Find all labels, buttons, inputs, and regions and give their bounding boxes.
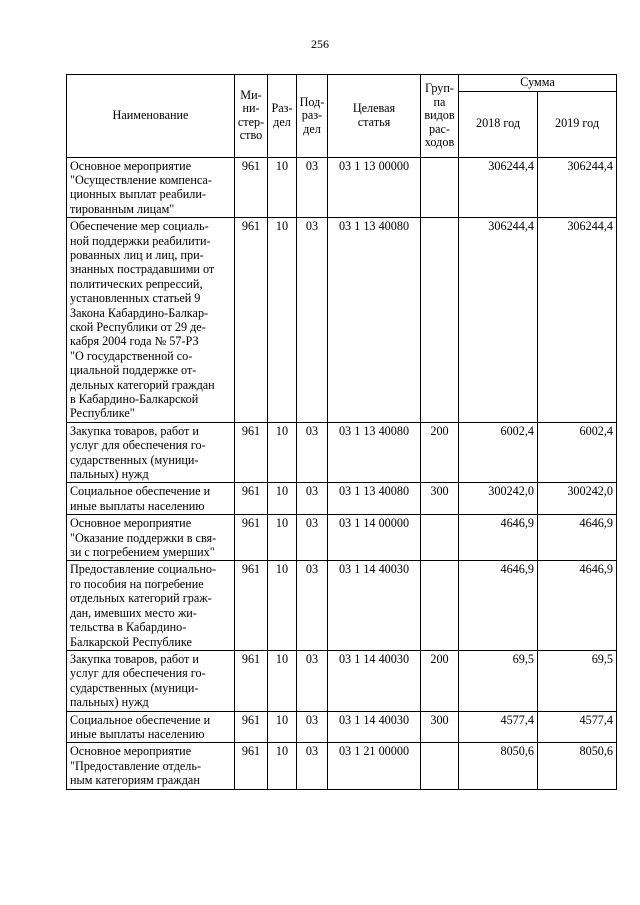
header-name: Наименование bbox=[67, 75, 235, 158]
cell-name: Основное мероприятие "Оказание поддержки в свя- зи с погребением умерших" bbox=[67, 515, 235, 561]
cell-section: 10 bbox=[268, 650, 297, 711]
table-row bbox=[67, 218, 617, 423]
cell-section: 10 bbox=[268, 711, 297, 743]
cell-2019: 8050,6 bbox=[538, 743, 617, 789]
cell-ministry: 961 bbox=[235, 483, 268, 515]
cell-section: 10 bbox=[268, 483, 297, 515]
cell-subsection: 03 bbox=[297, 422, 328, 483]
cell-target: 03 1 13 40080 bbox=[328, 483, 421, 515]
cell-subsection: 03 bbox=[297, 218, 328, 423]
cell-2018: 4646,9 bbox=[459, 515, 538, 561]
table-row bbox=[67, 650, 617, 711]
cell-ministry: 961 bbox=[235, 422, 268, 483]
cell-subsection: 03 bbox=[297, 515, 328, 561]
cell-2019: 306244,4 bbox=[538, 218, 617, 423]
cell-name: Основное мероприятие "Предоставление отдель- ным категориям граждан bbox=[67, 743, 235, 789]
cell-group bbox=[421, 157, 459, 218]
cell-2019: 306244,4 bbox=[538, 157, 617, 218]
cell-target: 03 1 13 40080 bbox=[328, 422, 421, 483]
table-body bbox=[67, 157, 617, 789]
header-section: Раз- дел bbox=[268, 75, 297, 158]
cell-2018: 8050,6 bbox=[459, 743, 538, 789]
cell-name: Закупка товаров, работ и услуг для обеспечения го- сударственных (муници- пальных) нужд bbox=[67, 650, 235, 711]
cell-2019: 4646,9 bbox=[538, 515, 617, 561]
cell-group: 200 bbox=[421, 422, 459, 483]
cell-section: 10 bbox=[268, 422, 297, 483]
cell-2019: 300242,0 bbox=[538, 483, 617, 515]
cell-subsection: 03 bbox=[297, 483, 328, 515]
cell-ministry: 961 bbox=[235, 515, 268, 561]
cell-group: 300 bbox=[421, 483, 459, 515]
header-target: Целевая статья bbox=[328, 75, 421, 158]
header-ministry: Ми- ни- стер- ство bbox=[235, 75, 268, 158]
cell-ministry: 961 bbox=[235, 711, 268, 743]
cell-2018: 300242,0 bbox=[459, 483, 538, 515]
cell-2018: 306244,4 bbox=[459, 157, 538, 218]
cell-section: 10 bbox=[268, 218, 297, 423]
cell-subsection: 03 bbox=[297, 743, 328, 789]
budget-table bbox=[66, 74, 617, 790]
header-year-2018: 2018 год bbox=[459, 91, 538, 157]
cell-2018: 306244,4 bbox=[459, 218, 538, 423]
cell-group bbox=[421, 561, 459, 650]
header-subsection: Под- раз- дел bbox=[297, 75, 328, 158]
header-sum: Сумма bbox=[459, 75, 617, 92]
cell-2018: 4577,4 bbox=[459, 711, 538, 743]
table-row bbox=[67, 743, 617, 789]
cell-target: 03 1 14 40030 bbox=[328, 561, 421, 650]
header-year-2019: 2019 год bbox=[538, 91, 617, 157]
cell-2018: 4646,9 bbox=[459, 561, 538, 650]
cell-section: 10 bbox=[268, 515, 297, 561]
table-row bbox=[67, 422, 617, 483]
cell-section: 10 bbox=[268, 561, 297, 650]
cell-subsection: 03 bbox=[297, 157, 328, 218]
table-row bbox=[67, 711, 617, 743]
cell-2018: 6002,4 bbox=[459, 422, 538, 483]
table-row bbox=[67, 483, 617, 515]
cell-2019: 69,5 bbox=[538, 650, 617, 711]
cell-group: 300 bbox=[421, 711, 459, 743]
cell-2019: 4646,9 bbox=[538, 561, 617, 650]
cell-target: 03 1 21 00000 bbox=[328, 743, 421, 789]
cell-subsection: 03 bbox=[297, 650, 328, 711]
cell-2019: 6002,4 bbox=[538, 422, 617, 483]
cell-target: 03 1 14 40030 bbox=[328, 711, 421, 743]
cell-target: 03 1 13 00000 bbox=[328, 157, 421, 218]
cell-2018: 69,5 bbox=[459, 650, 538, 711]
cell-ministry: 961 bbox=[235, 650, 268, 711]
cell-group bbox=[421, 515, 459, 561]
table-row bbox=[67, 561, 617, 650]
cell-section: 10 bbox=[268, 157, 297, 218]
cell-target: 03 1 13 40080 bbox=[328, 218, 421, 423]
cell-2019: 4577,4 bbox=[538, 711, 617, 743]
cell-section: 10 bbox=[268, 743, 297, 789]
cell-target: 03 1 14 00000 bbox=[328, 515, 421, 561]
cell-group: 200 bbox=[421, 650, 459, 711]
header-group: Груп- па видов рас- ходов bbox=[421, 75, 459, 158]
cell-ministry: 961 bbox=[235, 743, 268, 789]
table-row bbox=[67, 157, 617, 218]
cell-subsection: 03 bbox=[297, 711, 328, 743]
cell-ministry: 961 bbox=[235, 561, 268, 650]
cell-ministry: 961 bbox=[235, 157, 268, 218]
cell-subsection: 03 bbox=[297, 561, 328, 650]
cell-group bbox=[421, 218, 459, 423]
cell-group bbox=[421, 743, 459, 789]
table-row bbox=[67, 515, 617, 561]
cell-name: Социальное обеспечение и иные выплаты населению bbox=[67, 711, 235, 743]
cell-name: Закупка товаров, работ и услуг для обеспечения го- сударственных (муници- пальных) нужд bbox=[67, 422, 235, 483]
cell-target: 03 1 14 40030 bbox=[328, 650, 421, 711]
cell-name: Социальное обеспечение и иные выплаты населению bbox=[67, 483, 235, 515]
cell-name: Основное мероприятие "Осуществление компенса- ционных выплат реабили- тированным лицам" bbox=[67, 157, 235, 218]
cell-ministry: 961 bbox=[235, 218, 268, 423]
cell-name: Обеспечение мер социаль- ной поддержки реабилити- рованных лиц и лиц, при- знанных пострадавшими от политических репрессий, установленных статьей 9 Закона Кабардино-Балкар- ской Республики от 29 де- кабря 2004 года № 57-РЗ "О государственной со- циальной поддержке от- дельных категорий граждан в Кабардино-Балкарской Республике" bbox=[67, 218, 235, 423]
cell-name: Предоставление социально- го пособия на погребение отдельных категорий граж- дан, имевших место жи- тельства в Кабардино- Балкарской Республике bbox=[67, 561, 235, 650]
page-number: 256 bbox=[311, 37, 329, 51]
